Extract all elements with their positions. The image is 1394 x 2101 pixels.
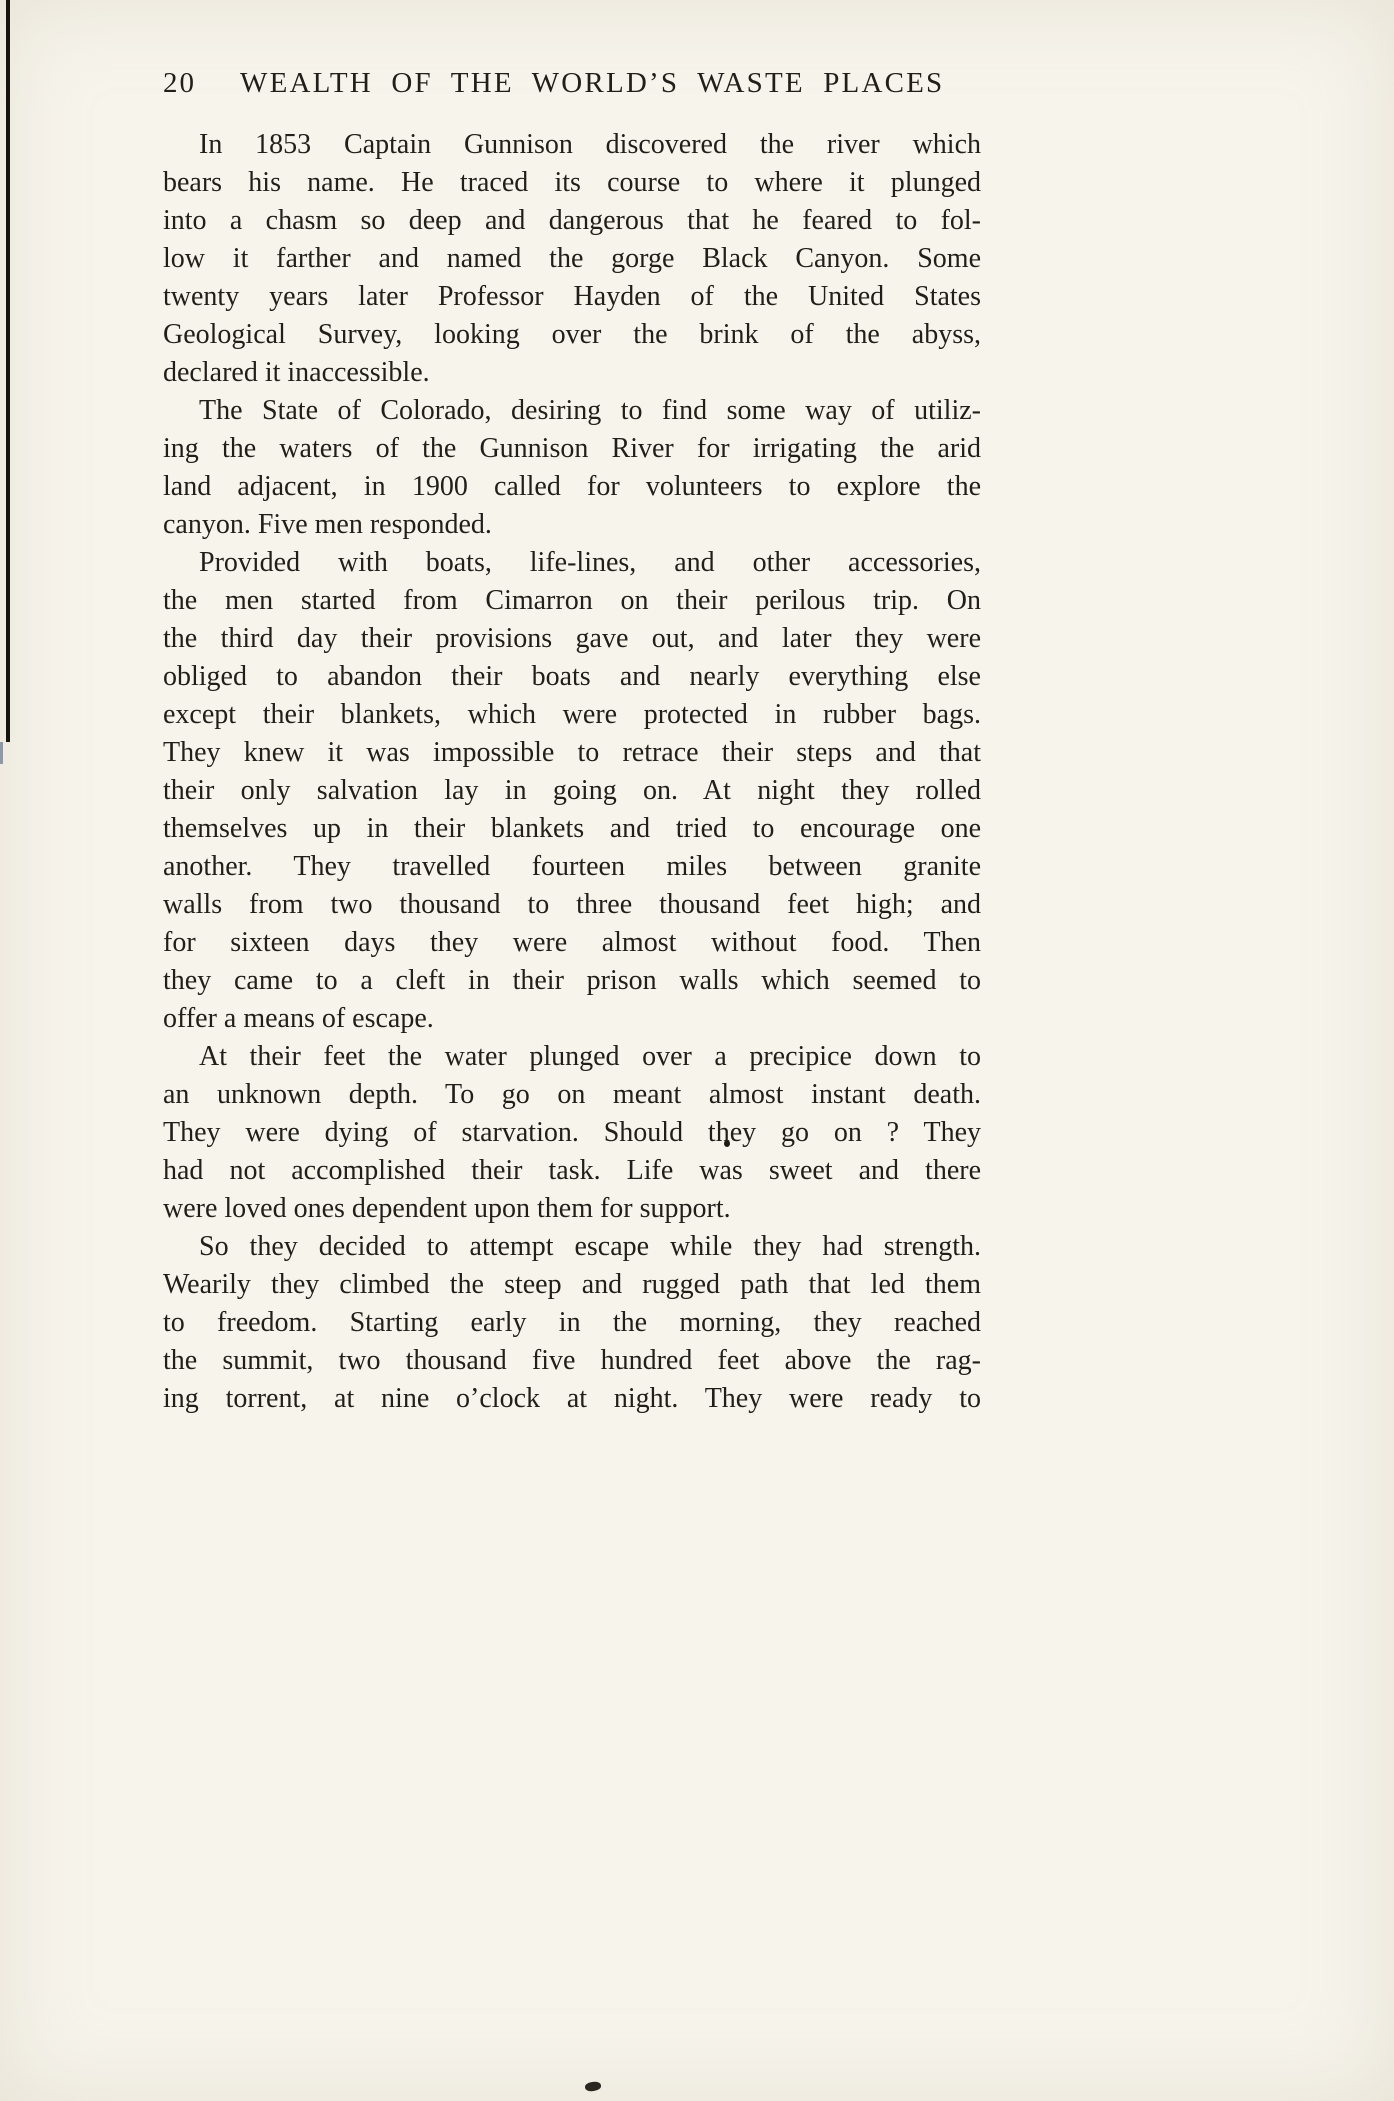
binding-edge-line	[6, 0, 10, 742]
text-line: walls from two thousand to three thousand feet high; and	[163, 889, 981, 920]
page-number: 20	[163, 67, 196, 99]
text-line: the third day their provisions gave out, and later they were	[163, 623, 981, 654]
text-line: Wearily they climbed the steep and rugged path that led them	[163, 1269, 981, 1300]
text-line: They were dying of starvation. Should they go on ? They	[163, 1117, 981, 1148]
text-line: low it farther and named the gorge Black Canyon. Some	[163, 243, 981, 274]
text-line: In 1853 Captain Gunnison discovered the river which	[199, 129, 981, 160]
text-block	[163, 126, 981, 1418]
page-header	[163, 64, 981, 102]
text-line: an unknown depth. To go on meant almost instant death.	[163, 1079, 981, 1110]
paragraph	[163, 126, 981, 392]
text-line: Provided with boats, life-lines, and other accessories,	[199, 547, 981, 578]
text-line: declared it inaccessible.	[163, 357, 430, 388]
text-line: ing torrent, at nine o’clock at night. They were ready to	[163, 1383, 981, 1414]
text-line: the men started from Cimarron on their perilous trip. On	[163, 585, 981, 616]
text-line: At their feet the water plunged over a precipice down to	[199, 1041, 981, 1072]
text-line: bears his name. He traced its course to where it plunged	[163, 167, 981, 198]
text-line: land adjacent, in 1900 called for volunteers to explore the	[163, 471, 981, 502]
ink-smudge-artifact	[584, 2081, 601, 2092]
binding-edge-mark	[0, 742, 3, 764]
text-line: ing the waters of the Gunnison River for irrigating the arid	[163, 433, 981, 464]
text-line: to freedom. Starting early in the morning, they reached	[163, 1307, 981, 1338]
page-title: WEALTH OF THE WORLD’S WASTE PLACES	[240, 67, 945, 99]
text-line: into a chasm so deep and dangerous that he feared to fol-	[163, 205, 981, 236]
paragraph	[163, 392, 981, 544]
text-line: offer a means of escape.	[163, 1003, 434, 1034]
text-line: for sixteen days they were almost without food. Then	[163, 927, 981, 958]
text-line: canyon. Five men responded.	[163, 509, 492, 540]
text-line: the summit, two thousand five hundred feet above the rag-	[163, 1345, 981, 1376]
text-line: their only salvation lay in going on. At night they rolled	[163, 775, 981, 806]
text-line: They knew it was impossible to retrace their steps and that	[163, 737, 981, 768]
text-line: The State of Colorado, desiring to find some way of utiliz-	[199, 395, 981, 426]
paragraph	[163, 1038, 981, 1228]
text-line: themselves up in their blankets and tried to encourage one	[163, 813, 981, 844]
paragraph	[163, 1228, 981, 1418]
text-line: another. They travelled fourteen miles between granite	[163, 851, 981, 882]
text-line: obliged to abandon their boats and nearly everything else	[163, 661, 981, 692]
text-line: Geological Survey, looking over the brink of the abyss,	[163, 319, 981, 350]
text-line: were loved ones dependent upon them for support.	[163, 1193, 731, 1224]
paragraph	[163, 544, 981, 1038]
text-line: So they decided to attempt escape while they had strength.	[199, 1231, 981, 1262]
text-line: had not accomplished their task. Life was sweet and there	[163, 1155, 981, 1186]
text-line: they came to a cleft in their prison walls which seemed to	[163, 965, 981, 996]
text-line: except their blankets, which were protected in rubber bags.	[163, 699, 981, 730]
text-line: twenty years later Professor Hayden of the United States	[163, 281, 981, 312]
